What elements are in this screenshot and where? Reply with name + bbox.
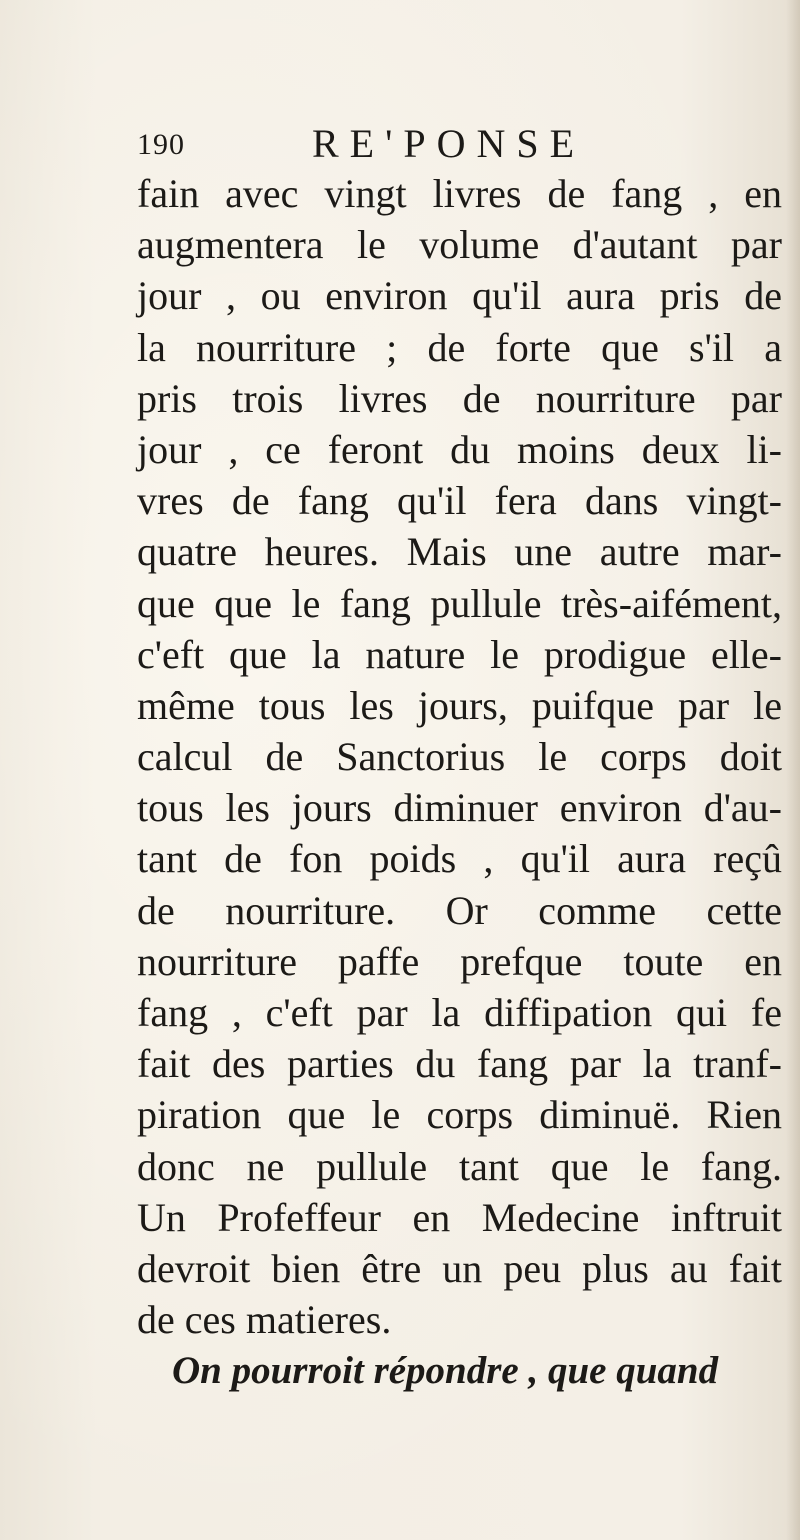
text-line: de nourriture. Or comme cette: [137, 887, 782, 933]
body-text: [137, 168, 782, 1397]
text-line: la nourriture ; de forte que s'il a: [137, 324, 782, 370]
text-line: jour , ou environ qu'il aura pris de: [137, 273, 782, 319]
text-line: vres de fang qu'il fera dans vingt-: [137, 478, 782, 524]
text-line: piration que le corps diminuë. Rien: [137, 1092, 782, 1138]
running-head: RE'PONSE: [312, 121, 586, 166]
text-line: fain avec vingt livres de fang , en: [137, 171, 782, 216]
text-line: pris trois livres de nourriture par: [137, 375, 782, 421]
text-line: fait des parties du fang par la tranf-: [137, 1041, 782, 1087]
text-line: c'eft que la nature le prodigue elle-: [137, 631, 782, 677]
text-line: tous les jours diminuer environ d'au-: [137, 785, 782, 831]
page-number: 190: [137, 128, 185, 161]
text-line: Un Profeffeur en Medecine inftruit: [137, 1194, 782, 1240]
text-line: de ces matieres.: [137, 1297, 392, 1343]
text-line: devroit bien être un peu plus au fait: [137, 1245, 782, 1291]
italic-text-line: On pourroit répondre , que quand: [172, 1349, 719, 1393]
text-line: calcul de Sanctorius le corps doit: [137, 734, 782, 780]
text-line: donc ne pullule tant que le fang.: [137, 1143, 782, 1189]
text-line: quatre heures. Mais une autre mar-: [137, 529, 782, 575]
text-line: augmentera le volume d'autant par: [137, 222, 782, 268]
text-line: nourriture paffe prefque toute en: [137, 938, 782, 984]
text-line: fang , c'eft par la diffipation qui fe: [137, 990, 782, 1035]
text-line: même tous les jours, puifque par le: [137, 682, 782, 728]
text-line: que que le fang pullule très-aifément,: [137, 580, 782, 626]
page-header: [137, 120, 777, 168]
text-line: jour , ce feront du moins deux li-: [137, 426, 782, 472]
text-line: tant de fon poids , qu'il aura reçû: [137, 836, 782, 882]
